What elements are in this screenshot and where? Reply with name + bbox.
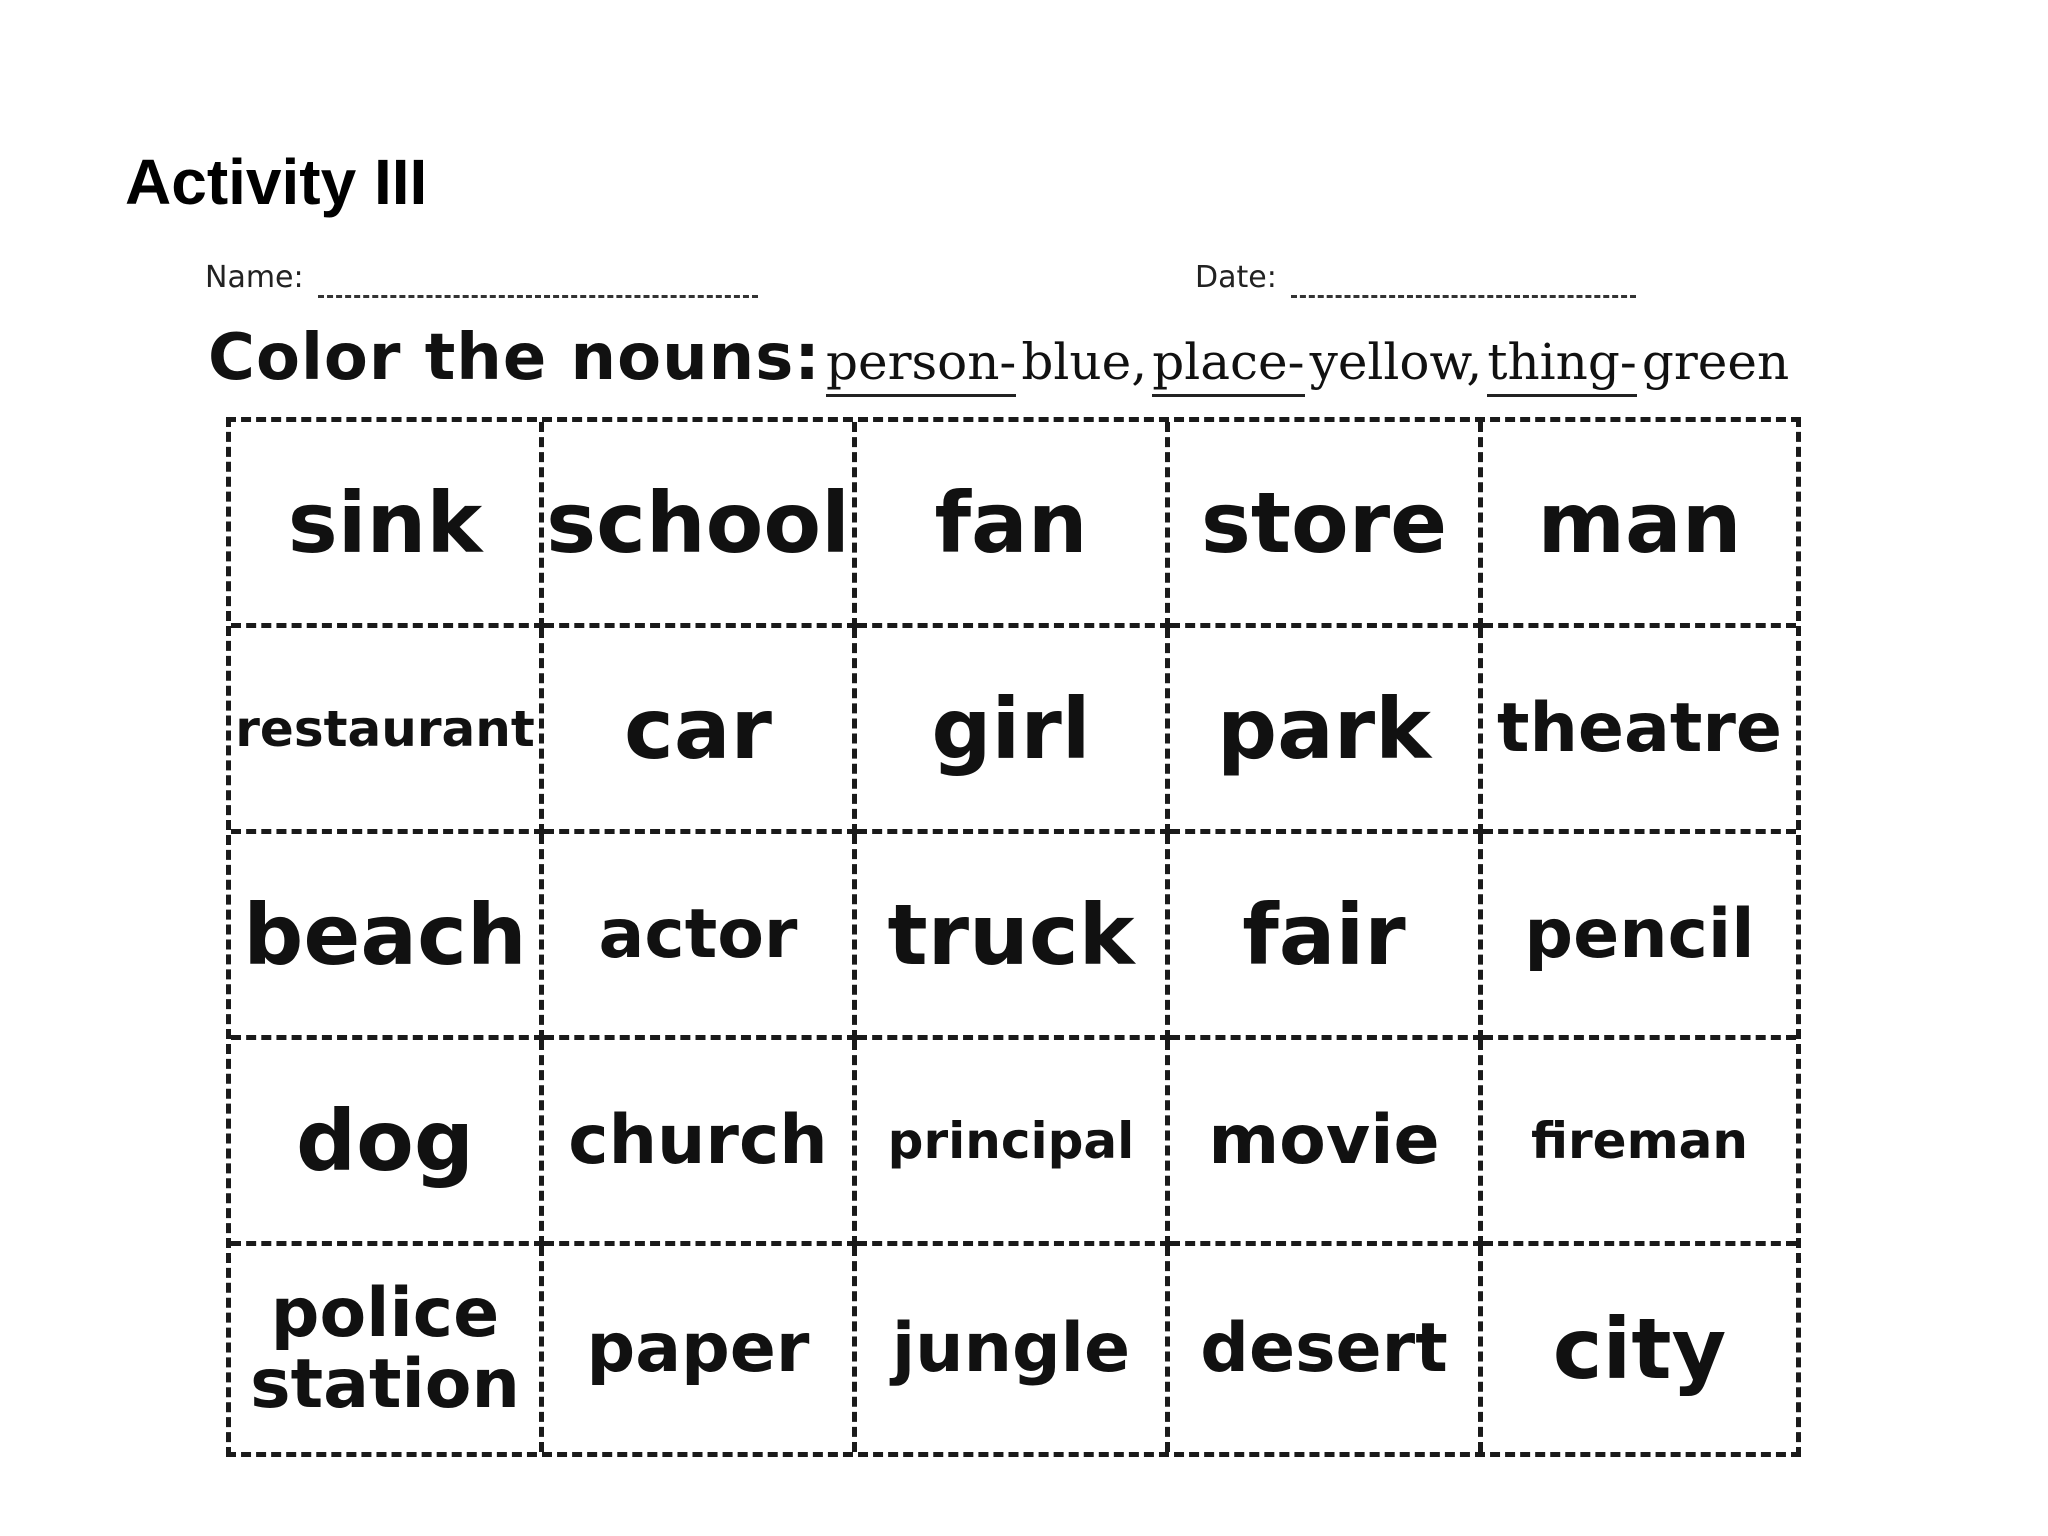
word-cell-church[interactable]: church bbox=[544, 1040, 857, 1246]
instructions-lead: Color the nouns: bbox=[208, 321, 821, 395]
word-cell-pencil[interactable]: pencil bbox=[1483, 834, 1796, 1040]
name-label: Name: bbox=[205, 260, 304, 295]
word-cell-car[interactable]: car bbox=[544, 628, 857, 834]
word-cell-man[interactable]: man bbox=[1483, 422, 1796, 628]
word-cell-fireman[interactable]: fireman bbox=[1483, 1040, 1796, 1246]
activity-title: Activity III bbox=[125, 146, 428, 218]
thing-color: green bbox=[1641, 333, 1790, 391]
name-blank-line bbox=[318, 271, 758, 298]
thing-label: thing- bbox=[1487, 330, 1636, 397]
word-cell-truck[interactable]: truck bbox=[857, 834, 1170, 1040]
noun-grid bbox=[226, 417, 1801, 1457]
word-cell-theatre[interactable]: theatre bbox=[1483, 628, 1796, 834]
place-label: place- bbox=[1152, 330, 1304, 397]
word-cell-girl[interactable]: girl bbox=[857, 628, 1170, 834]
word-cell-principal[interactable]: principal bbox=[857, 1040, 1170, 1246]
word-cell-desert[interactable]: desert bbox=[1170, 1246, 1483, 1452]
word-cell-sink[interactable]: sink bbox=[231, 422, 544, 628]
word-cell-restaurant[interactable]: restaurant bbox=[231, 628, 544, 834]
word-cell-city[interactable]: city bbox=[1552, 1300, 1727, 1398]
person-color: blue, bbox=[1021, 333, 1148, 391]
date-field bbox=[1195, 258, 1636, 298]
word-cell-actor[interactable]: actor bbox=[544, 834, 857, 1040]
word-cell-police-station[interactable]: police station bbox=[231, 1246, 544, 1452]
date-blank-line bbox=[1291, 271, 1636, 298]
word-cell-beach[interactable]: beach bbox=[231, 834, 544, 1040]
word-cell-paper[interactable]: paper bbox=[544, 1246, 857, 1452]
date-label: Date: bbox=[1195, 260, 1277, 295]
instructions bbox=[208, 318, 1828, 414]
name-field bbox=[205, 258, 758, 298]
place-color: yellow, bbox=[1309, 333, 1483, 391]
word-cell-jungle[interactable]: jungle bbox=[857, 1246, 1170, 1452]
word-cell-fan[interactable]: fan bbox=[857, 422, 1170, 628]
word-cell-movie[interactable]: movie bbox=[1170, 1040, 1483, 1246]
word-cell-fair[interactable]: fair bbox=[1170, 834, 1483, 1040]
word-cell-dog[interactable]: dog bbox=[231, 1040, 544, 1246]
word-cell-school[interactable]: school bbox=[544, 422, 857, 628]
word-cell-store[interactable]: store bbox=[1170, 422, 1483, 628]
person-label: person- bbox=[826, 330, 1016, 397]
word-cell-park[interactable]: park bbox=[1170, 628, 1483, 834]
